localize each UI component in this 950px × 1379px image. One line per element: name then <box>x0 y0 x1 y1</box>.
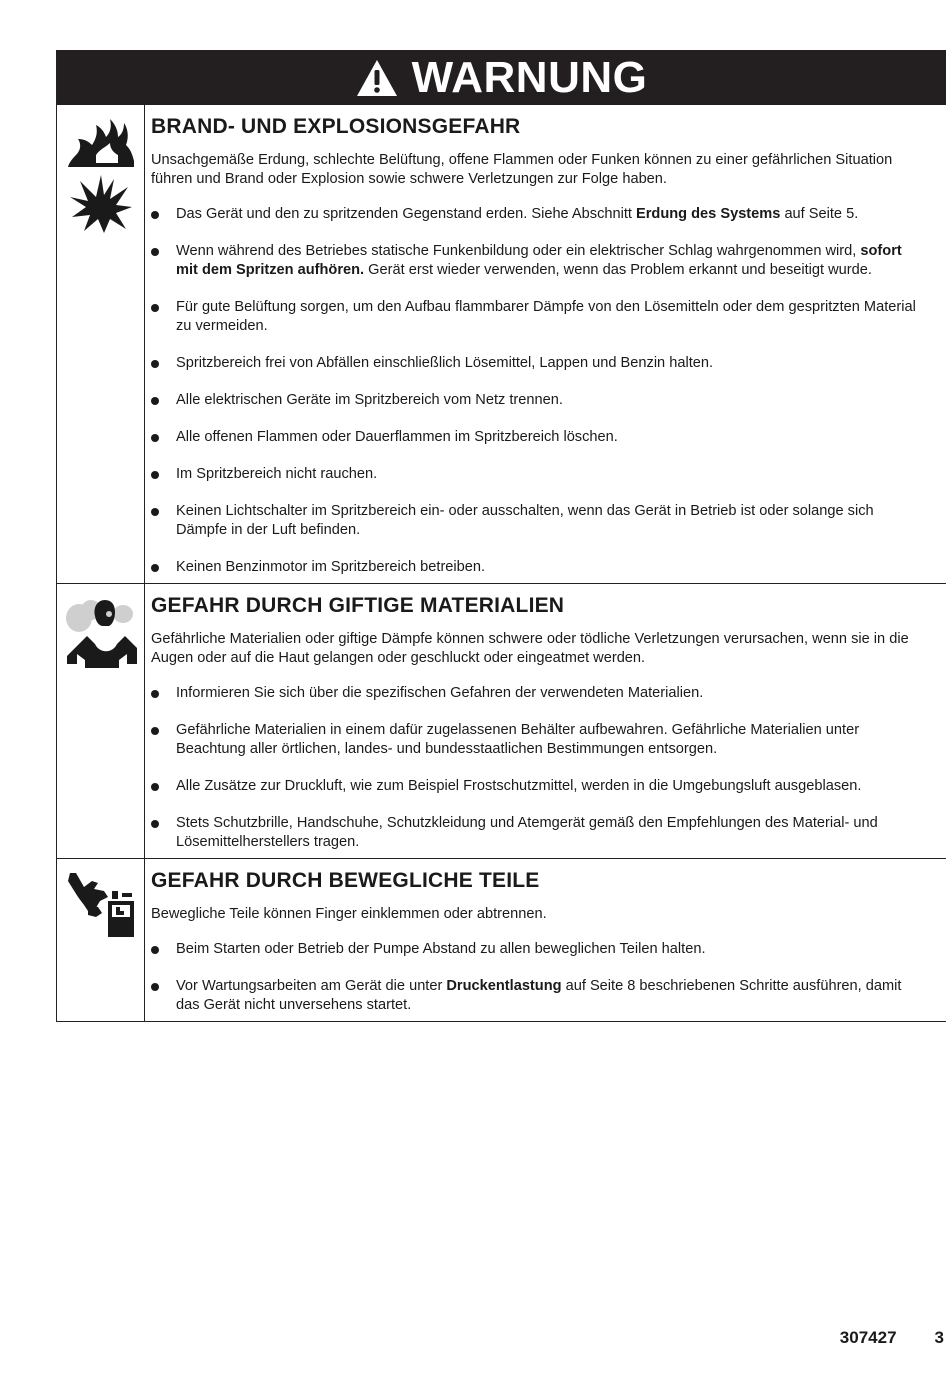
bullet-icon <box>151 690 159 698</box>
moving-parts-hand-icon <box>64 871 138 939</box>
section-intro: Unsachgemäße Erdung, schlechte Belüftung, offene Flammen oder Funken können zu einer gefährlichen Situation führen und Brand oder Explosion sowie schwere Verletzungen zur Folge haben. <box>151 152 893 187</box>
item-text: Für gute Belüftung sorgen, um den Aufbau flammbarer Dämpfe von den Lösemitteln oder dem gespritzten Material zu vermeiden. <box>176 299 916 334</box>
bullet-icon <box>151 564 159 572</box>
section-fire-explosion <box>57 105 946 583</box>
fire-icon <box>66 117 136 169</box>
item-text: Keinen Lichtschalter im Spritzbereich ein- oder ausschalten, wenn das Gerät in Betrieb ist oder solange sich Dämpfe in der Luft befinden. <box>176 503 874 538</box>
section-content <box>145 859 946 1021</box>
section-title: GEFAHR DURCH BEWEGLICHE TEILE <box>151 869 540 892</box>
item-bold-text: Erdung des Systems <box>636 206 781 222</box>
list-item <box>151 721 926 759</box>
list-item <box>151 502 926 540</box>
item-text: auf Seite 8 beschriebenen Schritte ausführen, damit das Gerät nicht unversehens startet. <box>176 978 902 1013</box>
section-content <box>145 584 946 858</box>
document-number: 307427 <box>839 1328 897 1347</box>
section-toxic-materials <box>57 583 946 858</box>
bullet-icon <box>151 248 159 256</box>
warning-table <box>56 50 946 1022</box>
item-text: Alle elektrischen Geräte im Spritzbereich vom Netz trennen. <box>176 392 563 408</box>
section-moving-parts <box>57 858 946 1021</box>
list-item <box>151 391 926 410</box>
item-text: Beim Starten oder Betrieb der Pumpe Abstand zu allen beweglichen Teilen halten. <box>176 941 706 957</box>
bullet-icon <box>151 434 159 442</box>
list-item <box>151 684 926 703</box>
bullet-icon <box>151 783 159 791</box>
explosion-icon <box>68 173 134 235</box>
bullet-icon <box>151 983 159 991</box>
item-text: auf Seite 5. <box>780 206 859 222</box>
item-bold-text: sofort mit dem Spritzen aufhören. <box>176 243 902 278</box>
item-text: Das Gerät und den zu spritzenden Gegenstand erden. Siehe Abschnitt <box>176 206 637 222</box>
section-intro: Bewegliche Teile können Finger einklemmen oder abtrennen. <box>151 906 547 922</box>
item-text: Keinen Benzinmotor im Spritzbereich betreiben. <box>176 559 486 575</box>
bullet-icon <box>151 397 159 405</box>
section-icons <box>57 859 145 1021</box>
warning-triangle-icon <box>356 59 398 97</box>
list-item <box>151 940 926 959</box>
list-item <box>151 558 926 577</box>
list-item <box>151 465 926 484</box>
list-item <box>151 298 926 336</box>
list-item <box>151 977 926 1015</box>
section-title: BRAND- UND EXPLOSIONSGEFAHR <box>151 115 521 138</box>
list-item <box>151 205 926 224</box>
section-title: GEFAHR DURCH GIFTIGE MATERIALIEN <box>151 594 565 617</box>
page-number: 3 <box>934 1328 944 1347</box>
list-item <box>151 242 926 280</box>
section-content <box>145 105 946 583</box>
bullet-list <box>151 205 926 577</box>
section-icons <box>57 584 145 858</box>
bullet-icon <box>151 820 159 828</box>
item-text: Spritzbereich frei von Abfällen einschließlich Lösemittel, Lappen und Benzin halten. <box>176 355 714 371</box>
item-text: Gerät erst wieder verwenden, wenn das Problem erkannt und beseitigt wurde. <box>364 262 872 278</box>
bullet-list <box>151 940 926 1015</box>
item-text: Gefährliche Materialien in einem dafür zugelassenen Behälter aufbewahren. Gefährliche Materialien unter Beachtung aller örtlichen, landes- und bundesstaatlichen Bestimmungen entsorgen. <box>176 722 860 757</box>
bullet-icon <box>151 360 159 368</box>
bullet-icon <box>151 727 159 735</box>
list-item <box>151 428 926 447</box>
warning-header <box>57 50 946 105</box>
bullet-icon <box>151 211 159 219</box>
item-text: Alle offenen Flammen oder Dauerflammen im Spritzbereich löschen. <box>176 429 618 445</box>
list-item <box>151 777 926 796</box>
section-icons <box>57 105 145 583</box>
toxic-fumes-icon <box>65 596 137 668</box>
page-footer <box>840 1328 944 1348</box>
item-text: Alle Zusätze zur Druckluft, wie zum Beispiel Frostschutzmittel, werden in die Umgebungsluft ausgeblasen. <box>176 778 862 794</box>
warning-title: WARNUNG <box>411 52 648 102</box>
bullet-icon <box>151 304 159 312</box>
item-text: Informieren Sie sich über die spezifischen Gefahren der verwendeten Materialien. <box>176 685 704 701</box>
list-item <box>151 814 926 852</box>
list-item <box>151 354 926 373</box>
bullet-icon <box>151 508 159 516</box>
section-intro: Gefährliche Materialien oder giftige Dämpfe können schwere oder tödliche Verletzungen verursachen, wenn sie in die Augen oder auf die Haut gelangen oder geschluckt oder eingeatmet werden. <box>151 631 909 666</box>
item-bold-text: Druckentlastung <box>446 978 562 994</box>
bullet-icon <box>151 471 159 479</box>
item-text: Stets Schutzbrille, Handschuhe, Schutzkleidung und Atemgerät gemäß den Empfehlungen des Material- und Lösemittelherstellers tragen. <box>176 815 878 850</box>
item-text: Im Spritzbereich nicht rauchen. <box>176 466 378 482</box>
item-text: Vor Wartungsarbeiten am Gerät die unter <box>176 978 447 994</box>
bullet-list <box>151 684 926 852</box>
bullet-icon <box>151 946 159 954</box>
item-text: Wenn während des Betriebes statische Funkenbildung oder ein elektrischer Schlag wahrgenommen wird, <box>176 243 861 259</box>
